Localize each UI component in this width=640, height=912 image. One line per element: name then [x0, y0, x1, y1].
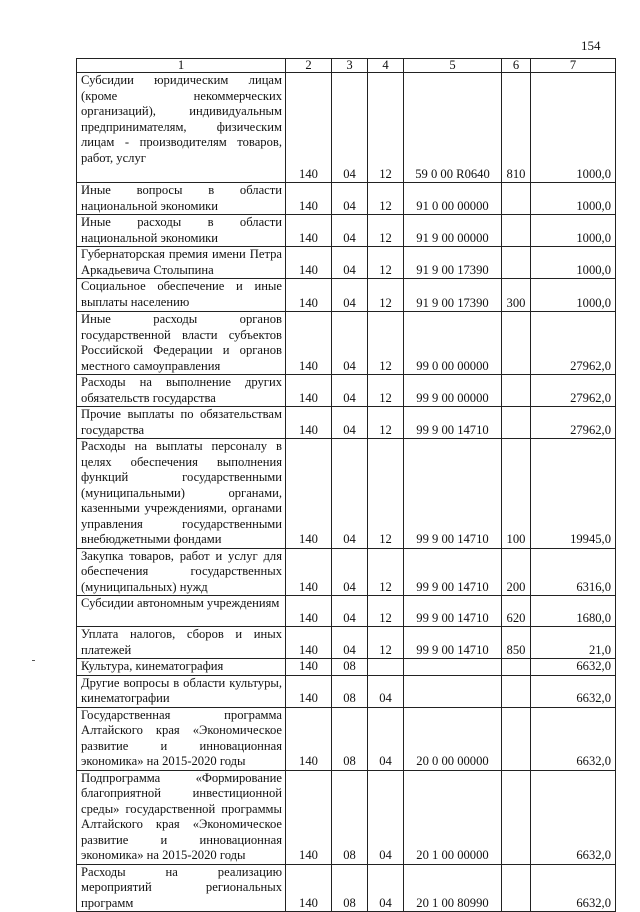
- code-target: 91 9 00 17390: [404, 279, 502, 312]
- code-expense-type: 850: [502, 627, 531, 659]
- code-subsection: 12: [368, 548, 404, 596]
- item-name: Расходы на реализацию мероприятий региональных программ: [77, 864, 286, 912]
- code-expense-type: [502, 770, 531, 864]
- table-row: [77, 375, 616, 407]
- item-name: Другие вопросы в области культуры, кинематографии: [77, 675, 286, 707]
- code-target: 20 0 00 00000: [404, 707, 502, 770]
- code-expense-type: [502, 183, 531, 215]
- code-subsection: 12: [368, 73, 404, 183]
- code-expense-type: 100: [502, 439, 531, 549]
- amount: 27962,0: [531, 375, 616, 407]
- code-section: 04: [332, 215, 368, 247]
- header-cell: 7: [531, 59, 616, 73]
- code-section: 04: [332, 439, 368, 549]
- amount: 6632,0: [531, 659, 616, 676]
- code-section: 04: [332, 548, 368, 596]
- code-target: 99 0 00 00000: [404, 312, 502, 375]
- code-target: 99 9 00 14710: [404, 627, 502, 659]
- amount: 1000,0: [531, 215, 616, 247]
- amount: 1680,0: [531, 596, 616, 627]
- table-row: [77, 407, 616, 439]
- code-subsection: 12: [368, 407, 404, 439]
- code-subsection: [368, 659, 404, 676]
- code-target: 99 9 00 00000: [404, 375, 502, 407]
- budget-table: [76, 58, 616, 912]
- item-name: Государственная программа Алтайского края «Экономическое развитие и инновационная экономика» на 2015-2020 годы: [77, 707, 286, 770]
- code-section: 04: [332, 596, 368, 627]
- code-subsection: 12: [368, 247, 404, 279]
- amount: 6632,0: [531, 770, 616, 864]
- code-target: 20 1 00 80990: [404, 864, 502, 912]
- code-ministry: 140: [286, 770, 332, 864]
- table-row: [77, 770, 616, 864]
- amount: 1000,0: [531, 247, 616, 279]
- table-row: [77, 247, 616, 279]
- code-ministry: 140: [286, 407, 332, 439]
- code-ministry: 140: [286, 627, 332, 659]
- code-section: 08: [332, 707, 368, 770]
- code-ministry: 140: [286, 279, 332, 312]
- item-name: Иные расходы в области национальной экономики: [77, 215, 286, 247]
- item-name: Субсидии автономным учреждениям: [77, 596, 286, 627]
- table-row: [77, 439, 616, 549]
- code-target: 20 1 00 00000: [404, 770, 502, 864]
- code-subsection: 04: [368, 864, 404, 912]
- code-target: 91 9 00 17390: [404, 247, 502, 279]
- code-section: 04: [332, 183, 368, 215]
- item-name: Уплата налогов, сборов и иных платежей: [77, 627, 286, 659]
- code-expense-type: [502, 864, 531, 912]
- code-target: 99 9 00 14710: [404, 407, 502, 439]
- code-subsection: 12: [368, 375, 404, 407]
- code-ministry: 140: [286, 312, 332, 375]
- table-row: [77, 548, 616, 596]
- code-target: 91 0 00 00000: [404, 183, 502, 215]
- code-subsection: 04: [368, 770, 404, 864]
- code-section: 04: [332, 247, 368, 279]
- code-expense-type: [502, 707, 531, 770]
- code-target: [404, 659, 502, 676]
- code-section: 08: [332, 659, 368, 676]
- code-target: 59 0 00 R0640: [404, 73, 502, 183]
- amount: 6632,0: [531, 675, 616, 707]
- amount: 6632,0: [531, 864, 616, 912]
- code-expense-type: 810: [502, 73, 531, 183]
- code-section: 08: [332, 770, 368, 864]
- header-row: [77, 59, 616, 73]
- header-cell: 3: [332, 59, 368, 73]
- amount: 1000,0: [531, 183, 616, 215]
- code-ministry: 140: [286, 675, 332, 707]
- item-name: Культура, кинематография: [77, 659, 286, 676]
- item-name: Расходы на выплаты персоналу в целях обеспечения выполнения функций государственными (муниципальными) органами, казенными учреждениями, органами управления государственными внебюджетными фондами: [77, 439, 286, 549]
- code-section: 04: [332, 627, 368, 659]
- code-ministry: 140: [286, 247, 332, 279]
- item-name: Закупка товаров, работ и услуг для обеспечения государственных (муниципальных) нужд: [77, 548, 286, 596]
- table-row: [77, 864, 616, 912]
- code-subsection: 12: [368, 183, 404, 215]
- amount: 1000,0: [531, 73, 616, 183]
- code-expense-type: [502, 247, 531, 279]
- code-expense-type: [502, 675, 531, 707]
- code-target: 99 9 00 14710: [404, 439, 502, 549]
- code-subsection: 04: [368, 707, 404, 770]
- code-expense-type: [502, 375, 531, 407]
- margin-mark: [32, 660, 35, 661]
- code-subsection: 04: [368, 675, 404, 707]
- table-row: [77, 596, 616, 627]
- code-section: 04: [332, 312, 368, 375]
- table-row: [77, 312, 616, 375]
- amount: 27962,0: [531, 312, 616, 375]
- item-name: Иные расходы органов государственной власти субъектов Российской Федерации и органов местного самоуправления: [77, 312, 286, 375]
- amount: 6316,0: [531, 548, 616, 596]
- code-expense-type: [502, 215, 531, 247]
- amount: 19945,0: [531, 439, 616, 549]
- code-subsection: 12: [368, 279, 404, 312]
- code-expense-type: 200: [502, 548, 531, 596]
- header-cell: 6: [502, 59, 531, 73]
- code-ministry: 140: [286, 548, 332, 596]
- table-row: [77, 627, 616, 659]
- code-target: [404, 675, 502, 707]
- code-subsection: 12: [368, 312, 404, 375]
- code-subsection: 12: [368, 215, 404, 247]
- code-target: 99 9 00 14710: [404, 548, 502, 596]
- item-name: Подпрограмма «Формирование благоприятной инвестиционной среды» государственной программы Алтайского края «Экономическое развитие и инновационная экономика» на 2015-2020 годы: [77, 770, 286, 864]
- code-target: 99 9 00 14710: [404, 596, 502, 627]
- table-row: [77, 279, 616, 312]
- table-row: [77, 707, 616, 770]
- code-ministry: 140: [286, 659, 332, 676]
- amount: 6632,0: [531, 707, 616, 770]
- code-expense-type: [502, 659, 531, 676]
- code-section: 04: [332, 73, 368, 183]
- item-name: Губернаторская премия имени Петра Аркадьевича Столыпина: [77, 247, 286, 279]
- page-number: 154: [581, 38, 601, 53]
- table-row: [77, 183, 616, 215]
- item-name: Расходы на выполнение других обязательств государства: [77, 375, 286, 407]
- header-cell: 2: [286, 59, 332, 73]
- code-expense-type: [502, 407, 531, 439]
- code-ministry: 140: [286, 707, 332, 770]
- code-ministry: 140: [286, 864, 332, 912]
- table-row: [77, 215, 616, 247]
- table-row: [77, 659, 616, 676]
- code-section: 04: [332, 279, 368, 312]
- amount: 21,0: [531, 627, 616, 659]
- code-ministry: 140: [286, 596, 332, 627]
- code-expense-type: 300: [502, 279, 531, 312]
- header-cell: 1: [77, 59, 286, 73]
- table-row: [77, 675, 616, 707]
- code-expense-type: 620: [502, 596, 531, 627]
- code-subsection: 12: [368, 596, 404, 627]
- item-name: Социальное обеспечение и иные выплаты населению: [77, 279, 286, 312]
- item-name: Субсидии юридическим лицам (кроме некоммерческих организаций), индивидуальным предпринимателям, физическим лицам - производителям товаров, работ, услуг: [77, 73, 286, 183]
- item-name: Иные вопросы в области национальной экономики: [77, 183, 286, 215]
- item-name: Прочие выплаты по обязательствам государства: [77, 407, 286, 439]
- code-ministry: 140: [286, 215, 332, 247]
- code-ministry: 140: [286, 73, 332, 183]
- header-cell: 4: [368, 59, 404, 73]
- code-subsection: 12: [368, 627, 404, 659]
- code-section: 08: [332, 675, 368, 707]
- code-section: 08: [332, 864, 368, 912]
- code-ministry: 140: [286, 183, 332, 215]
- amount: 27962,0: [531, 407, 616, 439]
- code-ministry: 140: [286, 439, 332, 549]
- amount: 1000,0: [531, 279, 616, 312]
- code-subsection: 12: [368, 439, 404, 549]
- code-target: 91 9 00 00000: [404, 215, 502, 247]
- header-cell: 5: [404, 59, 502, 73]
- table-row: [77, 73, 616, 183]
- code-section: 04: [332, 407, 368, 439]
- code-expense-type: [502, 312, 531, 375]
- code-section: 04: [332, 375, 368, 407]
- code-ministry: 140: [286, 375, 332, 407]
